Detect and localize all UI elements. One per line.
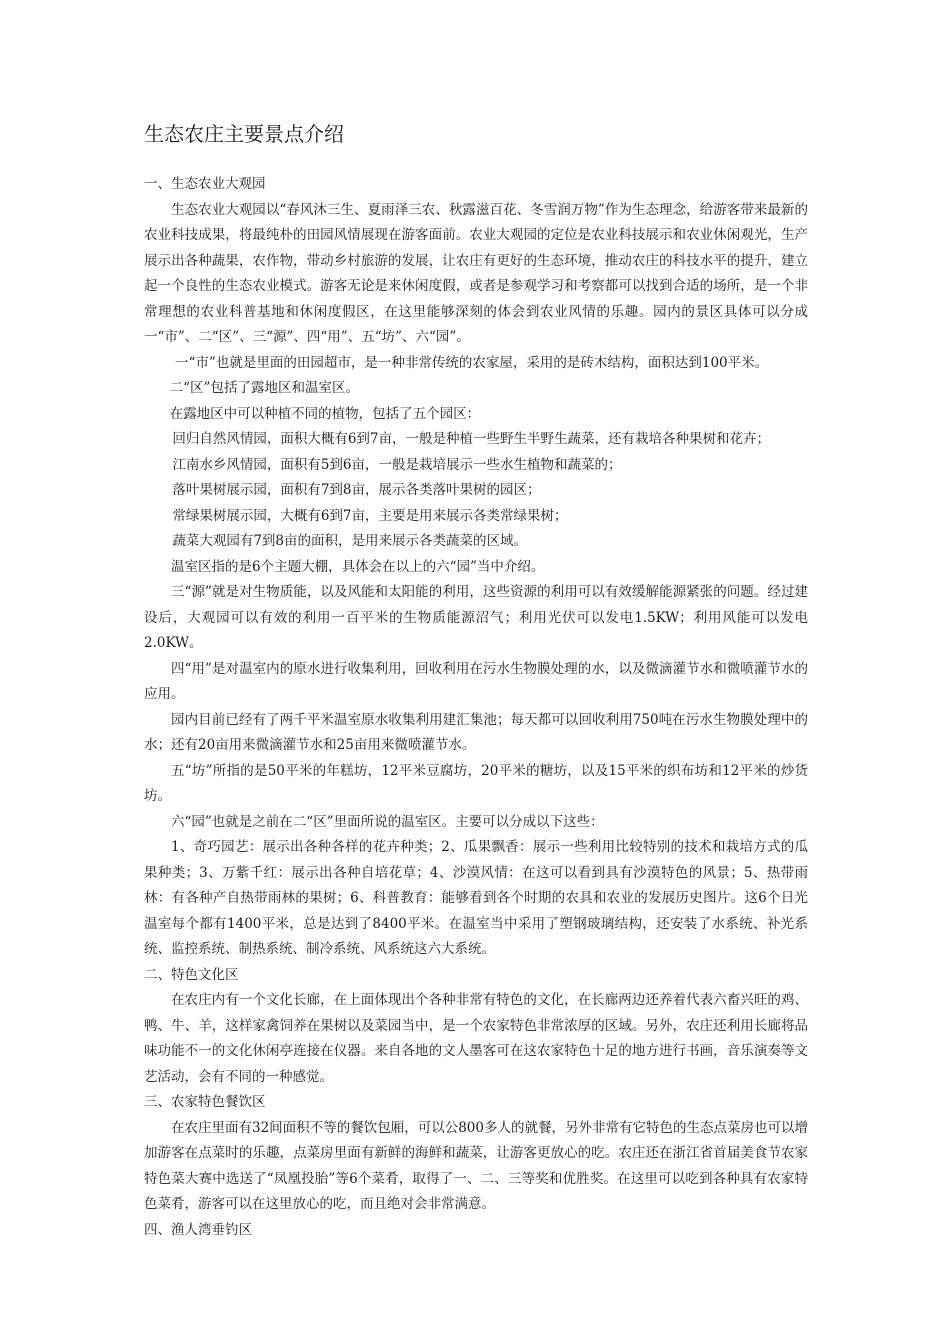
section-4 — [144, 1218, 808, 1244]
garden-item: 江南水乡风情园，面积有5到6亩，一般是栽培展示一些水生植物和蔬菜的； — [172, 456, 622, 473]
paragraph: 生态农业大观园以“春风沐三生、夏雨泽三农、秋露滋百花、冬雪润万物”作为生态理念，给游客带来最新的农业科技成果，将最纯朴的田园风情展现在游客面前。农业大观园的定位是农业科技展示和农业休闲观光，生产展示出各种蔬果，农作物，带动乡村旅游的发展，让农庄有更好的生态环境，推动农庄的科技水平的提升，建立起一个良性的生态农业模式。游客无论是来休闲度假，或者是参观学习和考察都可以找到合适的场所，是一个非常理想的农业科普基地和休闲度假区，在这里能够深刻的体会到农业风情的乐趣。园内的景区具体可以分成一“市”、二“区”、三“源”、四“用”、五“坊”、六“园”。 — [144, 201, 808, 345]
page-title: 生态农庄主要景点介绍 — [144, 122, 344, 146]
paragraph: 在农庄里面有32间面积不等的餐饮包厢，可以公800多人的就餐，另外非常有它特色的生态点菜房也可以增加游客在点菜时的乐趣，点菜房里面有新鲜的海鲜和蔬菜，让游客更放心的吃。农庄还在浙江省首届美食节农家特色菜大赛中选送了“凤凰投胎”等6个菜肴，取得了一、二、三等奖和优胜奖。在这里可以吃到各种具有农家特色菜肴，游客可以在这里放心的吃，而且绝对会非常满意。 — [144, 1119, 808, 1212]
section-1 — [144, 172, 808, 963]
paragraph: 六“园”也就是之前在二“区”里面所说的温室区。主要可以分成以下这些： — [171, 813, 604, 830]
paragraph: 在农庄内有一个文化长廊，在上面体现出个各种非常有特色的文化，在长廊两边还养着代表六畜兴旺的鸡、鸭、牛、羊，这样家禽饲养在果树以及菜园当中，是一个农家特色非常浓厚的区域。另外，农庄还利用长廊将品味功能不一的文化休闲亭连接在仪器。来自各地的文人墨客可在这农家特色十足的地方进行书画，音乐演奏等文艺活动，会有不同的一种感觉。 — [144, 992, 808, 1085]
garden-item: 蔬菜大观园有7到8亩的面积，是用来展示各类蔬菜的区域。 — [172, 533, 528, 549]
paragraph: 四“用”是对温室内的原水进行收集利用，回收利用在污水生物膜处理的水，以及微滴灌节水和微喷灌节水的应用。 — [144, 660, 808, 702]
section-2 — [144, 963, 808, 1091]
section-heading: 二、特色文化区 — [144, 966, 239, 983]
paragraph: 1、奇巧园艺：展示出各种各样的花卉种类；2、瓜果飘香：展示一些利用比较特别的技术和栽培方式的瓜果种类；3、万紫千红：展示出各种自培花草；4、沙漠风情：在这可以看到具有沙漠特色的风景；5、热带雨林：有各种产自热带雨林的果树；6、科普教育：能够看到各个时期的农具和农业的发展历史图片。这6个日光温室每个都有1400平米，总是达到了8400平米。在温室当中采用了塑钢玻璃结构，还安装了水系统、补光系统、监控系统、制热系统、制冷系统、风系统这六大系统。 — [144, 839, 808, 957]
section-heading: 三、农家特色餐饮区 — [144, 1094, 266, 1110]
paragraph: 园内目前已经有了两千平米温室原水收集利用建汇集池；每天都可以回收利用750吨在污水生物膜处理中的水；还有20亩用来微滴灌节水和25亩用来微喷灌节水。 — [144, 711, 808, 753]
paragraph: 二“区”包括了露地区和温室区。 — [169, 380, 359, 396]
garden-item: 落叶果树展示园，面积有7到8亩，展示各类落叶果树的园区； — [172, 482, 541, 498]
section-3 — [144, 1090, 808, 1218]
paragraph: 温室区指的是6个主题大棚，具体会在以上的六“园”当中介绍。 — [171, 558, 545, 575]
garden-item: 回归自然风情园，面积大概有6到7亩，一般是种植一些野生半野生蔬菜，还有栽培各种果树和花卉； — [172, 431, 771, 447]
section-heading: 一、生态农业大观园 — [144, 176, 266, 192]
paragraph: 五“坊”所指的是50平米的年糕坊，12平米豆腐坊，20平米的糖坊，以及15平米的织布坊和12平米的炒货坊。 — [144, 762, 808, 804]
paragraph: 一“市”也就是里面的田园超市，是一种非常传统的农家屋，采用的是砖木结构，面积达到100平米。 — [175, 354, 769, 371]
garden-item: 常绿果树展示园，大概有6到7亩，主要是用来展示各类常绿果树； — [172, 507, 568, 524]
paragraph: 三“源”就是对生物质能，以及风能和太阳能的利用，这些资源的利用可以有效缓解能源紧张的问题。经过建设后，大观园可以有效的利用一百平米的生物质能源沼气；利用光伏可以发电1.5KW；利用风能可以发电2.0KW。 — [144, 584, 808, 651]
document-page — [144, 120, 808, 1243]
paragraph: 在露地区中可以种植不同的植物，包括了五个园区： — [169, 405, 481, 422]
section-heading: 四、渔人湾垂钓区 — [144, 1221, 252, 1238]
